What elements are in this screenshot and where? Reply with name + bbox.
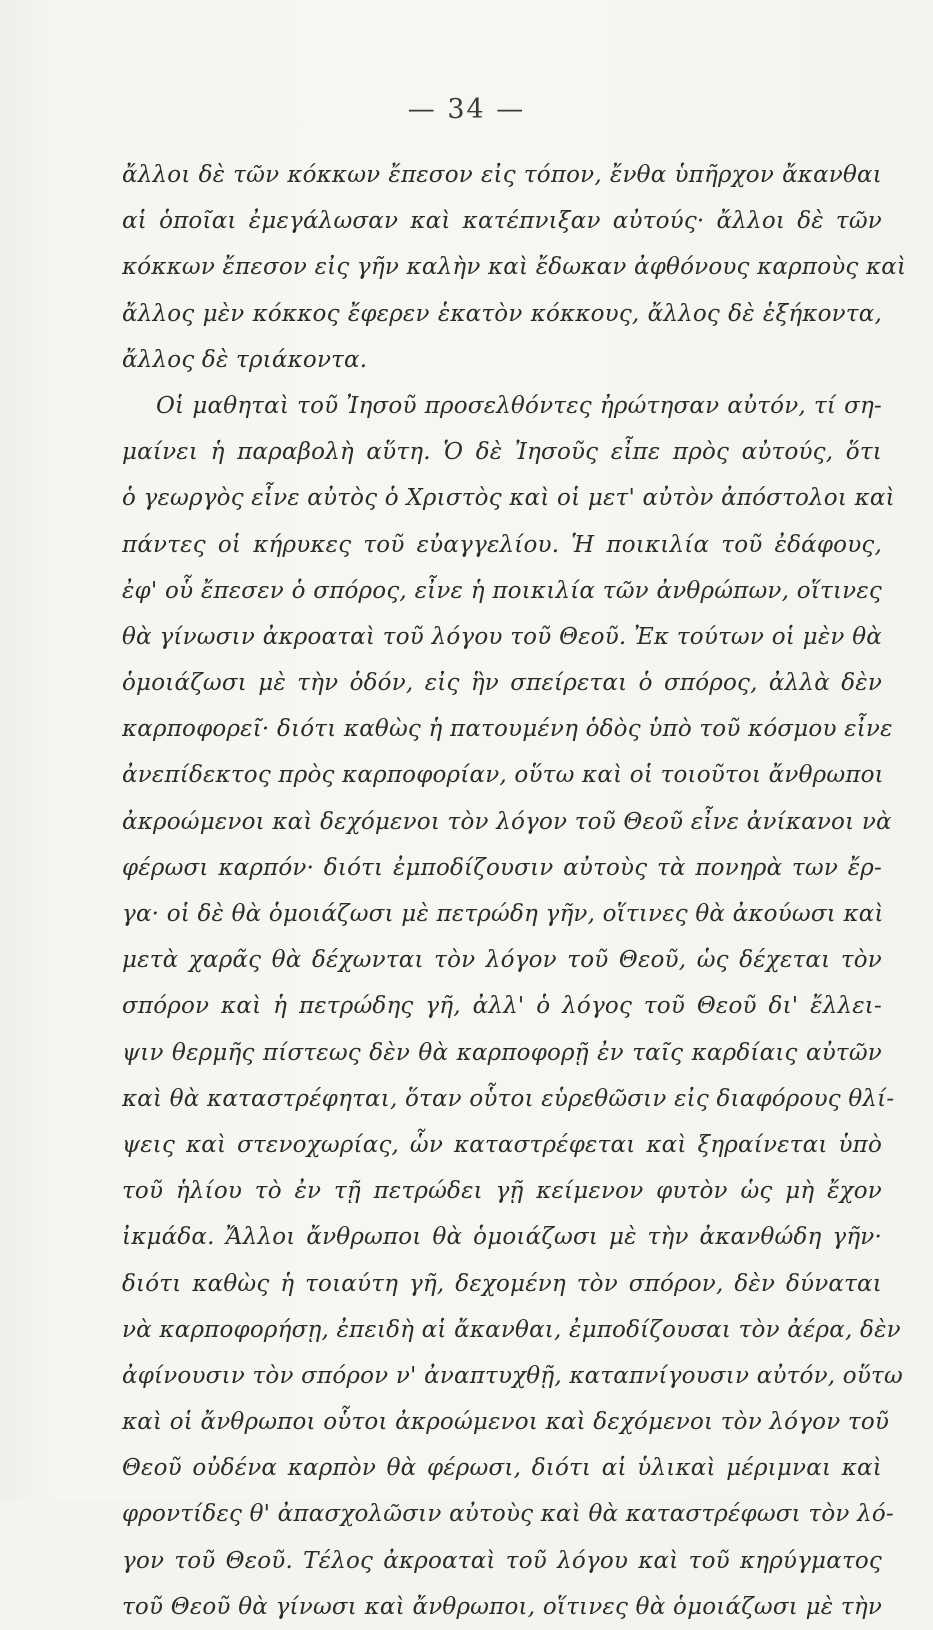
text-line: ἄλλοι δὲ τῶν κόκκων ἔπεσον εἰς τόπον, ἔνθα ὑπῆρχον ἄκανθαι xyxy=(122,162,882,188)
text-line: αἱ ὁποῖαι ἐμεγάλωσαν καὶ κατέπνιξαν αὐτούς· ἄλλοι δὲ τῶν xyxy=(122,208,882,235)
text-line: ἀφίνουσιν τὸν σπόρον ν' ἀναπτυχθῇ, καταπνίγουσιν αὐτόν, οὕτω xyxy=(122,1362,903,1389)
text-line: ψεις καὶ στενοχωρίας, ὧν καταστρέφεται καὶ ξηραίνεται ὑπὸ xyxy=(122,1131,882,1158)
text-line: κόκκων ἔπεσον εἰς γῆν καλὴν καὶ ἔδωκαν ἀφθόνους καρποὺς καὶ xyxy=(122,254,907,281)
text-line: ὁ γεωργὸς εἶνε αὐτὸς ὁ Χριστὸς καὶ οἱ μετ' αὐτὸν ἀπόστολοι καὶ xyxy=(122,485,895,512)
text-line: ἰκμάδα. Ἄλλοι ἄνθρωποι θὰ ὁμοιάζωσι μὲ τὴν ἀκανθώδη γῆν· xyxy=(122,1224,882,1251)
text-line: ἀνεπίδεκτος πρὸς καρποφορίαν, οὕτω καὶ οἱ τοιοῦτοι ἄνθρωποι xyxy=(122,762,884,789)
text-line: γα· οἱ δὲ θὰ ὁμοιάζωσι μὲ πετρώδη γῆν, οἵτινες θὰ ἀκούωσι καὶ xyxy=(122,901,884,927)
text-line: νὰ καρποφορήσῃ, ἐπειδὴ αἱ ἄκανθαι, ἐμποδίζουσαι τὸν ἀέρα, δὲν xyxy=(122,1316,901,1343)
text-line: ἀκροώμενοι καὶ δεχόμενοι τὸν λόγον τοῦ Θεοῦ εἶνε ἀνίκανοι νὰ xyxy=(122,808,892,835)
text-line: γον τοῦ Θεοῦ. Τέλος ἀκροαταὶ τοῦ λόγου καὶ τοῦ κηρύγματος xyxy=(122,1547,882,1574)
text-line: ψιν θερμῆς πίστεως δὲν θὰ καρποφορῇ ἐν ταῖς καρδίαις αὐτῶν xyxy=(122,1039,882,1066)
text-line: Θεοῦ οὐδένα καρπὸν θὰ φέρωσι, διότι αἱ ὑλικαὶ μέριμναι καὶ xyxy=(122,1455,882,1482)
text-line: μαίνει ἡ παραβολὴ αὕτη. Ὁ δὲ Ἰησοῦς εἶπε πρὸς αὐτούς, ὅτι xyxy=(122,439,882,466)
text-line: ἐφ' οὗ ἔπεσεν ὁ σπόρος, εἶνε ἡ ποικιλία τῶν ἀνθρώπων, οἵτινες xyxy=(122,577,882,604)
text-line: καὶ θὰ καταστρέφηται, ὅταν οὗτοι εὑρεθῶσιν εἰς διαφόρους θλί- xyxy=(122,1085,895,1112)
text-line: τοῦ Θεοῦ θὰ γίνωσι καὶ ἄνθρωποι, οἵτινες θὰ ὁμοιάζωσι μὲ τὴν xyxy=(122,1593,882,1620)
text-line: Οἱ μαθηταὶ τοῦ Ἰησοῦ προσελθόντες ἠρώτησαν αὐτόν, τί ση- xyxy=(156,392,882,419)
text-line: ἄλλος δὲ τριάκοντα. xyxy=(122,346,368,373)
text-line: ὁμοιάζωσι μὲ τὴν ὁδόν, εἰς ἣν σπείρεται ὁ σπόρος, ἀλλὰ δὲν xyxy=(122,670,882,697)
text-line: σπόρον καὶ ἡ πετρώδης γῆ, ἀλλ' ὁ λόγος τοῦ Θεοῦ δι' ἔλλει- xyxy=(122,993,882,1020)
text-line: θὰ γίνωσιν ἀκροαταὶ τοῦ λόγου τοῦ Θεοῦ. Ἐκ τούτων οἱ μὲν θὰ xyxy=(122,623,882,650)
text-line: μετὰ χαρᾶς θὰ δέχωνται τὸν λόγον τοῦ Θεοῦ, ὡς δέχεται τὸν xyxy=(122,947,882,974)
text-line: πάντες οἱ κήρυκες τοῦ εὐαγγελίου. Ἡ ποικιλία τοῦ ἐδάφους, xyxy=(122,531,882,558)
page-number: — 34 — xyxy=(407,94,526,125)
text-line: ἄλλος μὲν κόκκος ἔφερεν ἑκατὸν κόκκους, ἄλλος δὲ ἑξήκοντα, xyxy=(122,300,882,327)
text-line: διότι καθὼς ἡ τοιαύτη γῆ, δεχομένη τὸν σπόρον, δὲν δύναται xyxy=(122,1270,882,1297)
text-line: φέρωσι καρπόν· διότι ἐμποδίζουσιν αὐτοὺς τὰ πονηρὰ των ἔρ- xyxy=(122,854,882,881)
text-line: φροντίδες θ' ἀπασχολῶσιν αὐτοὺς καὶ θὰ καταστρέφωσι τὸν λό- xyxy=(122,1501,894,1528)
text-line: καὶ οἱ ἄνθρωποι οὗτοι ἀκροώμενοι καὶ δεχόμενοι τὸν λόγον τοῦ xyxy=(122,1409,890,1436)
text-line: τοῦ ἡλίου τὸ ἐν τῇ πετρώδει γῇ κείμενον φυτὸν ὡς μὴ ἔχον xyxy=(122,1178,882,1205)
text-line: καρποφορεῖ· διότι καθὼς ἡ πατουμένη ὁδὸς ὑπὸ τοῦ κόσμου εἶνε xyxy=(122,716,893,743)
body-text xyxy=(122,152,907,1630)
